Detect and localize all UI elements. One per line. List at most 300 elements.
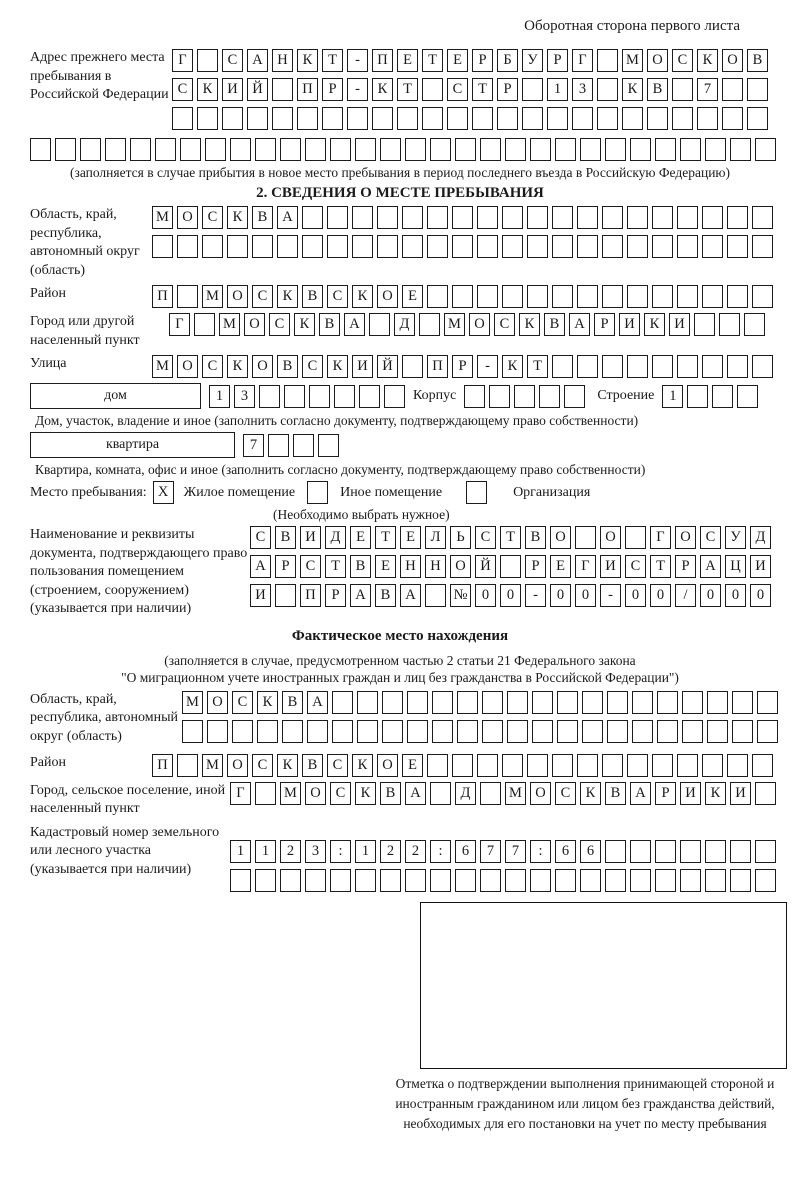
char-box[interactable] [572,107,593,130]
char-box[interactable] [752,754,773,777]
char-box[interactable]: В [544,313,565,336]
char-box[interactable]: В [525,526,546,549]
char-box[interactable] [702,754,723,777]
char-box[interactable]: Й [377,355,398,378]
char-box[interactable]: 0 [750,584,771,607]
char-box[interactable]: С [252,285,273,308]
char-box[interactable]: Л [425,526,446,549]
char-box[interactable]: Т [422,49,443,72]
char-box[interactable] [480,869,501,892]
char-box[interactable] [422,107,443,130]
char-box[interactable] [677,206,698,229]
char-box[interactable] [719,313,740,336]
char-box[interactable] [577,355,598,378]
char-box[interactable] [280,138,301,161]
char-box[interactable]: 0 [575,584,596,607]
char-box[interactable]: : [330,840,351,863]
char-box[interactable]: В [647,78,668,101]
char-box[interactable] [702,355,723,378]
char-box[interactable] [422,78,443,101]
char-box[interactable]: В [282,691,303,714]
char-box[interactable] [227,235,248,258]
char-box[interactable]: К [297,49,318,72]
char-box[interactable] [30,138,51,161]
char-box[interactable] [627,754,648,777]
char-box[interactable] [305,138,326,161]
char-box[interactable]: Г [575,555,596,578]
char-box[interactable]: И [619,313,640,336]
char-box[interactable]: О [550,526,571,549]
char-box[interactable] [722,107,743,130]
char-box[interactable] [430,782,451,805]
char-box[interactable] [457,691,478,714]
char-box[interactable] [309,385,330,408]
char-box[interactable]: 7 [480,840,501,863]
char-box[interactable]: М [152,206,173,229]
char-box[interactable] [247,107,268,130]
char-box[interactable] [557,691,578,714]
char-box[interactable]: К [227,355,248,378]
char-box[interactable] [259,385,280,408]
char-box[interactable] [627,285,648,308]
char-box[interactable] [377,206,398,229]
char-box[interactable] [630,138,651,161]
char-box[interactable] [407,720,428,743]
char-box[interactable] [677,754,698,777]
char-box[interactable]: К [257,691,278,714]
char-box[interactable]: 7 [697,78,718,101]
char-box[interactable]: К [697,49,718,72]
char-box[interactable] [402,235,423,258]
char-box[interactable]: О [177,206,198,229]
char-box[interactable] [355,138,376,161]
char-box[interactable] [332,691,353,714]
char-box[interactable]: Е [447,49,468,72]
char-box[interactable] [382,691,403,714]
char-box[interactable]: В [380,782,401,805]
char-box[interactable] [432,691,453,714]
char-box[interactable] [407,691,428,714]
char-box[interactable] [55,138,76,161]
char-box[interactable]: С [302,355,323,378]
char-box[interactable] [564,385,585,408]
char-box[interactable] [105,138,126,161]
char-box[interactable] [268,434,289,457]
char-box[interactable] [755,782,776,805]
char-box[interactable] [732,720,753,743]
char-box[interactable] [597,78,618,101]
char-box[interactable] [632,720,653,743]
char-box[interactable] [347,107,368,130]
char-box[interactable]: Р [675,555,696,578]
char-box[interactable] [455,869,476,892]
char-box[interactable]: И [750,555,771,578]
char-box[interactable]: К [372,78,393,101]
char-box[interactable]: Г [230,782,251,805]
char-box[interactable] [257,720,278,743]
char-box[interactable] [357,691,378,714]
char-box[interactable]: 7 [243,434,264,457]
char-box[interactable]: И [680,782,701,805]
char-box[interactable] [230,869,251,892]
char-box[interactable] [597,107,618,130]
char-box[interactable]: Р [497,78,518,101]
char-box[interactable] [252,235,273,258]
char-box[interactable] [477,754,498,777]
char-box[interactable]: О [177,355,198,378]
char-box[interactable]: У [522,49,543,72]
char-box[interactable] [655,138,676,161]
char-box[interactable] [397,107,418,130]
char-box[interactable] [505,138,526,161]
char-box[interactable]: А [569,313,590,336]
char-box[interactable] [682,720,703,743]
char-box[interactable]: - [477,355,498,378]
char-box[interactable] [502,285,523,308]
char-box[interactable]: И [222,78,243,101]
char-box[interactable]: М [622,49,643,72]
char-box[interactable] [607,691,628,714]
char-box[interactable]: С [202,355,223,378]
char-box[interactable] [522,78,543,101]
char-box[interactable]: Р [472,49,493,72]
char-box[interactable] [430,138,451,161]
char-box[interactable] [334,385,355,408]
char-box[interactable]: Е [375,555,396,578]
char-box[interactable]: О [647,49,668,72]
char-box[interactable] [602,355,623,378]
char-box[interactable] [727,754,748,777]
char-box[interactable]: 1 [355,840,376,863]
char-box[interactable]: О [450,555,471,578]
char-box[interactable]: Т [527,355,548,378]
char-box[interactable]: О [675,526,696,549]
char-box[interactable] [687,385,708,408]
char-box[interactable] [482,691,503,714]
char-box[interactable] [330,138,351,161]
char-box[interactable]: 1 [230,840,251,863]
char-box[interactable] [384,385,405,408]
char-box[interactable]: О [252,355,273,378]
char-box[interactable] [455,138,476,161]
char-box[interactable]: 1 [662,385,683,408]
char-box[interactable]: Д [750,526,771,549]
char-box[interactable] [402,206,423,229]
char-box[interactable] [202,235,223,258]
char-box[interactable] [377,235,398,258]
char-box[interactable]: П [427,355,448,378]
char-box[interactable]: Р [325,584,346,607]
char-box[interactable]: Д [455,782,476,805]
char-box[interactable]: Т [322,49,343,72]
char-box[interactable]: Т [472,78,493,101]
char-box[interactable] [402,355,423,378]
char-box[interactable] [605,840,626,863]
char-box[interactable] [527,235,548,258]
char-box[interactable]: К [352,285,373,308]
char-box[interactable]: К [705,782,726,805]
char-box[interactable] [302,235,323,258]
char-box[interactable] [622,107,643,130]
char-box[interactable]: С [475,526,496,549]
char-box[interactable] [577,235,598,258]
char-box[interactable] [155,138,176,161]
char-box[interactable] [697,107,718,130]
char-box[interactable]: О [530,782,551,805]
char-box[interactable]: С [555,782,576,805]
char-box[interactable]: Р [655,782,676,805]
char-box[interactable]: А [277,206,298,229]
char-box[interactable] [727,355,748,378]
char-box[interactable] [427,285,448,308]
char-box[interactable]: С [202,206,223,229]
char-box[interactable]: К [277,285,298,308]
char-box[interactable]: 0 [725,584,746,607]
char-box[interactable]: В [275,526,296,549]
char-box[interactable]: : [430,840,451,863]
char-box[interactable]: Н [400,555,421,578]
char-box[interactable] [555,138,576,161]
char-box[interactable]: О [244,313,265,336]
char-box[interactable] [630,869,651,892]
char-box[interactable] [627,355,648,378]
char-box[interactable] [755,138,776,161]
char-box[interactable]: Е [550,555,571,578]
char-box[interactable]: К [197,78,218,101]
char-box[interactable]: Е [402,285,423,308]
char-box[interactable]: М [202,285,223,308]
char-box[interactable] [130,138,151,161]
char-box[interactable]: М [182,691,203,714]
char-box[interactable] [275,584,296,607]
char-box[interactable] [497,107,518,130]
char-box[interactable]: М [219,313,240,336]
char-box[interactable]: 1 [209,385,230,408]
char-box[interactable] [552,355,573,378]
char-box[interactable]: Г [172,49,193,72]
char-box[interactable]: Н [425,555,446,578]
char-box[interactable]: Е [350,526,371,549]
char-box[interactable] [277,235,298,258]
char-box[interactable] [730,840,751,863]
char-box[interactable] [727,206,748,229]
char-box[interactable]: 0 [650,584,671,607]
char-box[interactable] [419,313,440,336]
char-box[interactable] [405,869,426,892]
char-box[interactable] [522,107,543,130]
char-box[interactable]: В [277,355,298,378]
char-box[interactable] [427,206,448,229]
char-box[interactable] [172,107,193,130]
char-box[interactable] [757,720,778,743]
char-box[interactable]: М [444,313,465,336]
char-box[interactable] [605,138,626,161]
char-box[interactable]: 0 [475,584,496,607]
char-box[interactable] [293,434,314,457]
char-box[interactable] [532,691,553,714]
char-box[interactable] [672,107,693,130]
char-box[interactable] [652,754,673,777]
char-box[interactable]: 1 [547,78,568,101]
char-box[interactable] [232,720,253,743]
char-box[interactable]: Р [547,49,568,72]
char-box[interactable]: 0 [625,584,646,607]
char-box[interactable] [752,206,773,229]
char-box[interactable]: Р [452,355,473,378]
char-box[interactable] [502,754,523,777]
char-box[interactable] [702,235,723,258]
char-box[interactable] [552,235,573,258]
char-box[interactable] [657,720,678,743]
char-box[interactable] [652,206,673,229]
char-box[interactable]: 6 [455,840,476,863]
char-box[interactable] [582,720,603,743]
char-box[interactable] [652,355,673,378]
char-box[interactable] [632,691,653,714]
char-box[interactable] [605,869,626,892]
char-box[interactable]: Р [594,313,615,336]
char-box[interactable] [530,138,551,161]
char-box[interactable] [732,691,753,714]
char-box[interactable] [597,49,618,72]
char-box[interactable]: Д [394,313,415,336]
char-box[interactable] [677,355,698,378]
char-box[interactable]: С [700,526,721,549]
char-box[interactable]: Т [375,526,396,549]
char-box[interactable] [602,235,623,258]
char-box[interactable] [457,720,478,743]
char-box[interactable]: 2 [380,840,401,863]
char-box[interactable] [305,869,326,892]
char-box[interactable]: В [375,584,396,607]
char-box[interactable]: А [250,555,271,578]
char-box[interactable]: 2 [280,840,301,863]
char-box[interactable] [582,691,603,714]
char-box[interactable]: С [327,285,348,308]
char-box[interactable]: К [355,782,376,805]
char-box[interactable] [282,720,303,743]
char-box[interactable]: - [600,584,621,607]
char-box[interactable] [357,720,378,743]
char-box[interactable]: В [605,782,626,805]
char-box[interactable]: В [747,49,768,72]
char-box[interactable] [327,235,348,258]
char-box[interactable] [327,206,348,229]
char-box[interactable]: А [247,49,268,72]
char-box[interactable]: Г [650,526,671,549]
char-box[interactable] [177,235,198,258]
char-box[interactable]: А [350,584,371,607]
char-box[interactable] [702,206,723,229]
char-box[interactable] [380,869,401,892]
char-box[interactable] [355,869,376,892]
char-box[interactable] [284,385,305,408]
char-box[interactable] [744,313,765,336]
char-box[interactable] [332,720,353,743]
char-box[interactable]: С [269,313,290,336]
char-box[interactable]: А [400,584,421,607]
char-box[interactable] [527,285,548,308]
char-box[interactable] [352,235,373,258]
char-box[interactable] [547,107,568,130]
char-box[interactable]: А [630,782,651,805]
char-box[interactable] [555,869,576,892]
char-box[interactable] [182,720,203,743]
char-box[interactable] [752,235,773,258]
char-box[interactable] [452,235,473,258]
char-box[interactable] [152,235,173,258]
char-box[interactable] [447,107,468,130]
char-box[interactable]: Е [400,526,421,549]
char-box[interactable]: С [672,49,693,72]
char-box[interactable]: С [330,782,351,805]
char-box[interactable]: № [450,584,471,607]
char-box[interactable] [655,869,676,892]
char-box[interactable] [507,691,528,714]
char-box[interactable]: Г [169,313,190,336]
char-box[interactable]: Р [525,555,546,578]
char-box[interactable] [430,869,451,892]
char-box[interactable] [452,285,473,308]
char-box[interactable] [318,434,339,457]
char-box[interactable]: Е [402,754,423,777]
char-box[interactable]: П [297,78,318,101]
char-box[interactable]: В [302,754,323,777]
char-box[interactable] [602,754,623,777]
char-box[interactable]: Т [650,555,671,578]
char-box[interactable]: - [347,49,368,72]
char-box[interactable]: Ц [725,555,746,578]
char-box[interactable]: К [294,313,315,336]
char-box[interactable]: 1 [255,840,276,863]
char-box[interactable]: К [644,313,665,336]
char-box[interactable] [197,49,218,72]
char-box[interactable] [747,78,768,101]
char-box[interactable] [705,138,726,161]
char-box[interactable] [477,235,498,258]
char-box[interactable] [369,313,390,336]
char-box[interactable] [530,869,551,892]
char-box[interactable] [757,691,778,714]
char-box[interactable] [712,385,733,408]
char-box[interactable]: А [344,313,365,336]
char-box[interactable] [602,206,623,229]
checkbox-residential[interactable]: X [153,481,174,504]
char-box[interactable] [652,285,673,308]
char-box[interactable] [527,206,548,229]
char-box[interactable] [752,355,773,378]
char-box[interactable] [580,138,601,161]
char-box[interactable] [477,206,498,229]
char-box[interactable]: С [250,526,271,549]
char-box[interactable] [747,107,768,130]
char-box[interactable] [255,138,276,161]
checkbox-other-premises[interactable] [307,481,328,504]
house-type-box[interactable]: дом [30,383,201,409]
char-box[interactable]: О [305,782,326,805]
char-box[interactable]: С [222,49,243,72]
char-box[interactable]: О [600,526,621,549]
char-box[interactable]: С [494,313,515,336]
char-box[interactable] [577,206,598,229]
char-box[interactable]: 0 [700,584,721,607]
char-box[interactable] [577,754,598,777]
char-box[interactable] [580,869,601,892]
char-box[interactable] [680,138,701,161]
char-box[interactable]: / [675,584,696,607]
char-box[interactable] [272,78,293,101]
char-box[interactable] [500,555,521,578]
